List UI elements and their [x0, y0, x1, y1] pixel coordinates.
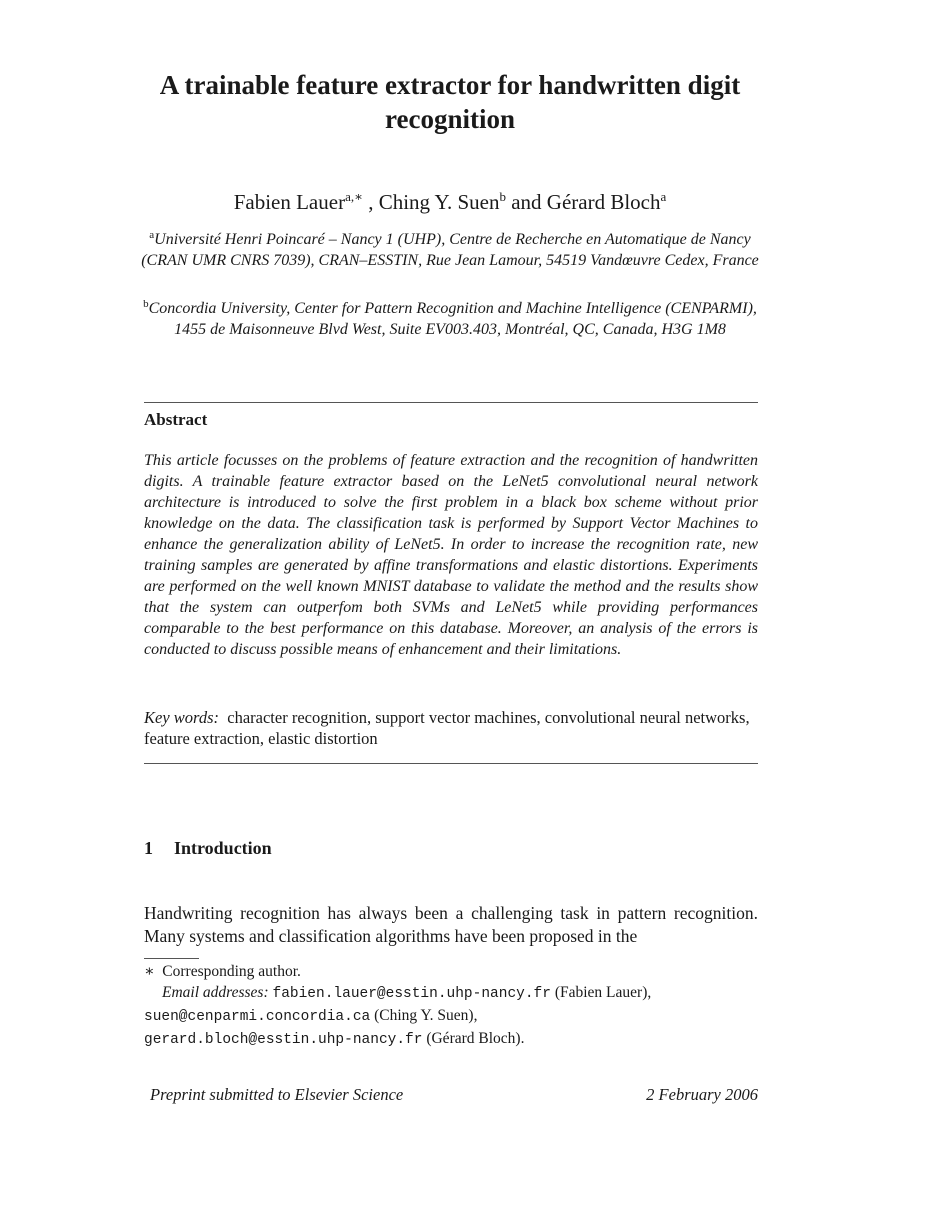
- footnote-corresponding: Corresponding author.: [162, 963, 301, 980]
- author-lauer: Fabien Lauer: [233, 190, 346, 214]
- email-bloch-name: (Gérard Bloch).: [426, 1030, 525, 1047]
- keywords-label: Key words:: [144, 708, 220, 727]
- page-footer: [150, 1085, 758, 1105]
- author-bloch: Gérard Bloch: [546, 190, 661, 214]
- affiliation-a-mark: a: [149, 229, 155, 241]
- email-lauer-name: (Fabien Lauer),: [554, 984, 652, 1001]
- author-lauer-marks: a,∗: [345, 189, 363, 204]
- email-lauer[interactable]: fabien.lauer@esstin.uhp-nancy.fr: [272, 986, 551, 1002]
- footnote-line-2: [144, 982, 764, 1005]
- keywords: [144, 707, 758, 749]
- footer-preprint-note: Preprint submitted to Elsevier Science: [150, 1085, 404, 1104]
- footnote-line-3: [144, 1005, 764, 1028]
- affiliation-a: [140, 229, 760, 271]
- footnote-email-label: Email addresses:: [162, 984, 269, 1001]
- author-suen: Ching Y. Suen: [378, 190, 500, 214]
- footnote-rule: [144, 958, 199, 959]
- footer-date: 2 February 2006: [646, 1085, 758, 1104]
- affiliation-b-text: Concordia University, Center for Pattern Recognition and Machine Intelligence (CENPARMI), 1455 de Maisonneuve Blvd West, Suite EV003.403, Montréal, QC, Canada, H3G 1M8: [148, 300, 757, 338]
- author-separator: ,: [362, 190, 379, 214]
- affiliation-b-mark: b: [143, 298, 149, 310]
- abstract-text: This article focusses on the problems of feature extraction and the recognition of handwritten digits. A trainable feature extractor based on the LeNet5 convolutional neural network architecture is introduced to solve the first problem in a black box scheme without prior knowledge on the data. The classification task is performed by Support Vector Machines to enhance the generalization ability of LeNet5. In order to increase the recognition rate, new training samples are generated by affine transformations and elastic distortions. Experiments are performed on the well known MNIST database to validate the method and the results show that the system can outperfom both SVMs and LeNet5 while providing performances comparable to the best performance on this database. Moreover, an analysis of the errors is conducted to discuss possible means of enhancement and their limitations.: [144, 452, 758, 658]
- section-number: 1: [144, 838, 153, 858]
- author-list: [100, 188, 800, 216]
- section-heading: [144, 838, 272, 859]
- keywords-text: character recognition, support vector machines, convolutional neural networks, feature extraction, elastic distortion: [144, 708, 750, 748]
- author-suen-marks: b: [499, 189, 506, 204]
- author-separator: and: [505, 190, 547, 214]
- footnote: [144, 961, 764, 1051]
- footnote-mark: ∗: [144, 963, 155, 980]
- email-suen-name: (Ching Y. Suen),: [374, 1007, 478, 1024]
- email-bloch[interactable]: gerard.bloch@esstin.uhp-nancy.fr: [144, 1032, 423, 1048]
- abstract-bottom-rule: [144, 763, 758, 764]
- affiliation-b: [140, 298, 760, 340]
- email-suen[interactable]: suen@cenparmi.concordia.ca: [144, 1009, 371, 1025]
- footnote-line-1: [144, 961, 764, 982]
- author-bloch-marks: a: [660, 189, 667, 204]
- abstract-top-rule: [144, 402, 758, 403]
- intro-paragraph: Handwriting recognition has always been a challenging task in pattern recognition. Many systems and classification algorithms have been proposed in the: [144, 903, 758, 946]
- affiliation-a-text: Université Henri Poincaré – Nancy 1 (UHP), Centre de Recherche en Automatique de Nancy (CRAN UMR CNRS 7039), CRAN–ESSTIN, Rue Jean Lamour, 54519 Vandœuvre Cedex, France: [141, 231, 759, 269]
- footnote-line-4: [144, 1028, 764, 1051]
- paper-title: A trainable feature extractor for handwritten digit recognition: [159, 70, 741, 134]
- section-title: Introduction: [174, 838, 272, 858]
- abstract-heading: Abstract: [144, 410, 208, 429]
